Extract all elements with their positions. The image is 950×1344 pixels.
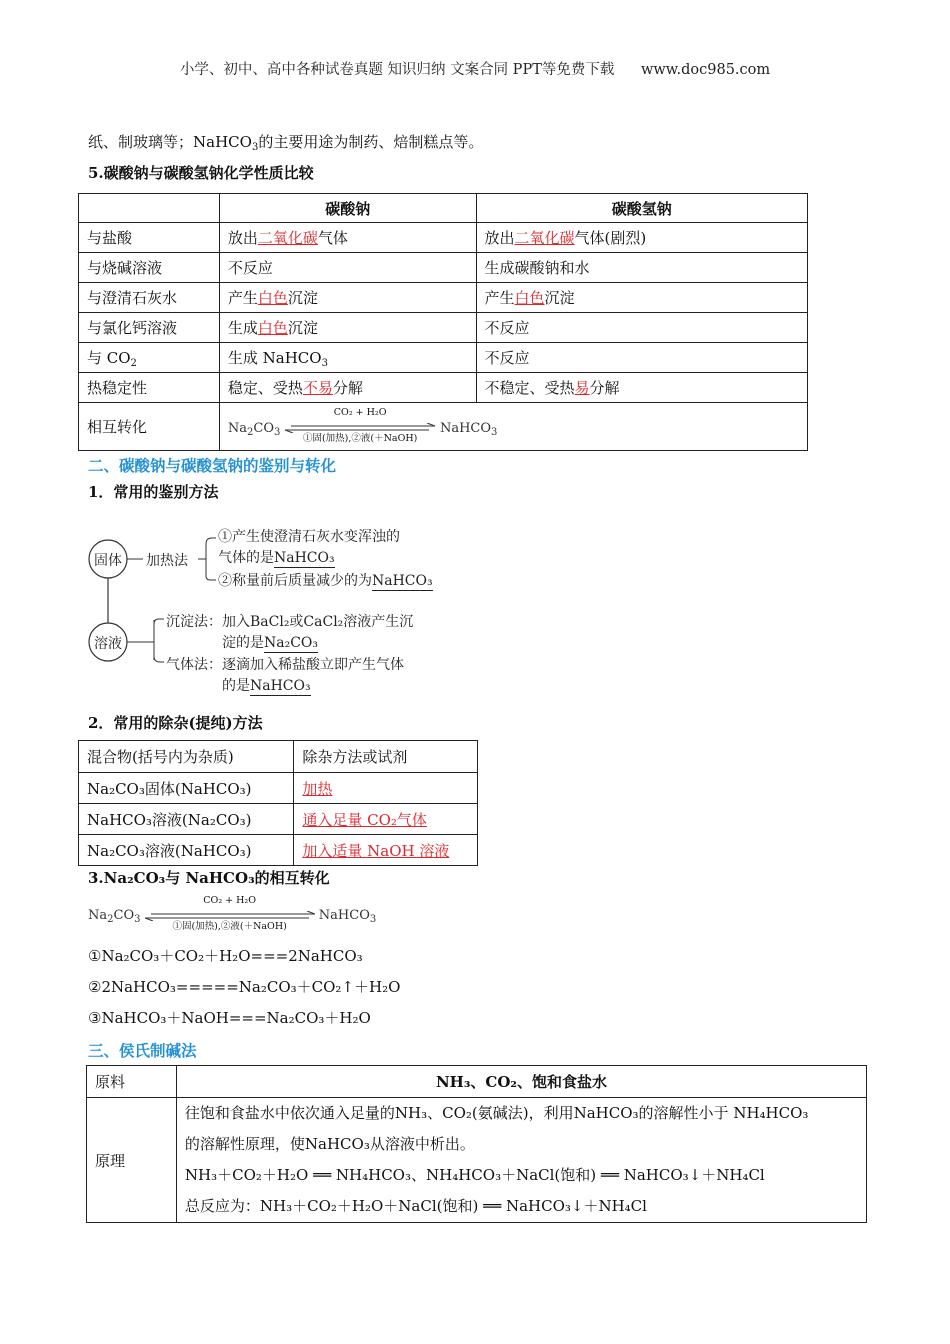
- conv-right: NaHCO$_3$: [439, 420, 498, 438]
- principle-line-1: 往饱和食盐水中依次通入足量的NH₃、CO₂(氨碱法)，利用NaHCO₃的溶解性小于 NH₄HCO₃: [184, 1104, 809, 1122]
- gas-rule-2: 的是NaHCO₃: [222, 678, 311, 694]
- table-row: [79, 403, 808, 451]
- cell: 生成白色沉淀: [219, 313, 476, 343]
- precipitation-rule-2: 淀的是Na₂CO₃: [222, 635, 319, 651]
- table-row: [79, 253, 808, 283]
- conv-bottom: ①固(加热),②液(＋NaOH): [302, 432, 418, 444]
- principle-label: 原理: [87, 1098, 177, 1223]
- row-label: 与盐酸: [79, 223, 220, 253]
- sub1-title: 1．常用的鉴别方法: [88, 483, 219, 501]
- heat-rule-1a: ①产生使澄清石灰水变浑浊的: [218, 529, 400, 545]
- cell: 放出二氧化碳气体(剧烈): [476, 223, 807, 253]
- cell: 稳定、受热不易分解: [219, 373, 476, 403]
- intro-a: 纸、制玻璃等；NaHCO: [88, 133, 252, 151]
- section5-title: 5.碳酸钠与碳酸氢钠化学性质比较: [88, 164, 314, 182]
- row-label: 与氯化钙溶液: [79, 313, 220, 343]
- heat-rule-2: ②称量前后质量减少的为NaHCO₃: [218, 573, 433, 589]
- t1-header-nahco3: 碳酸氢钠: [476, 194, 807, 223]
- cell: 通入足量 CO₂气体: [294, 804, 478, 835]
- table-row: [79, 283, 808, 313]
- row-label: 相互转化: [79, 403, 220, 451]
- raw-material-value: NH₃、CO₂、饱和食盐水: [176, 1066, 866, 1098]
- principle-line-2: 的溶解性原理，使NaHCO₃从溶液中析出。: [184, 1135, 475, 1153]
- heat-rule-1b: 气体的是NaHCO₃: [218, 550, 335, 566]
- cell: Na₂CO₃固体(NaHCO₃): [79, 773, 294, 804]
- solid-label: 固体: [94, 553, 122, 569]
- sub3-title: 3.Na₂CO₃与 NaHCO₃的相互转化: [88, 869, 330, 887]
- cell: 产生白色沉淀: [219, 283, 476, 313]
- conversion-cell: [219, 403, 807, 451]
- heating-method-label: 加热法: [146, 553, 188, 569]
- equation-3: ③NaHCO₃＋NaOH===Na₂CO₃＋H₂O: [88, 1009, 371, 1027]
- table-row: [79, 804, 478, 835]
- cell: NaHCO₃溶液(Na₂CO₃): [79, 804, 294, 835]
- comparison-table: [78, 193, 808, 451]
- table-row: [79, 223, 808, 253]
- gas-rule: 气体法：逐滴加入稀盐酸立即产生气体: [166, 657, 404, 673]
- conv-left: $Na_2CO_3$: [227, 420, 281, 438]
- cell: 不反应: [219, 253, 476, 283]
- table-row: [79, 343, 808, 373]
- sub2-title: 2．常用的除杂(提纯)方法: [88, 714, 263, 732]
- table-row: [79, 313, 808, 343]
- conversion-2: $Na_2CO_3$ CO₂ + H₂O ①固(加热),②液(＋NaOH) NaHCO$_3$: [88, 894, 377, 932]
- table-row: [79, 773, 478, 804]
- cell: 放出二氧化碳气体: [219, 223, 476, 253]
- row-label: 与烧碱溶液: [79, 253, 220, 283]
- cell: 生成碳酸钠和水: [476, 253, 807, 283]
- cell: 加热: [294, 773, 478, 804]
- row-label: 与澄清石灰水: [79, 283, 220, 313]
- equation-2: ②2NaHCO₃=====Na₂CO₃＋CO₂↑＋H₂O: [88, 978, 401, 996]
- t1-header-na2co3: 碳酸钠: [219, 194, 476, 223]
- t1-corner: [79, 194, 220, 223]
- intro-c: 的主要用途为制药、焙制糕点等。: [258, 133, 484, 151]
- page-header: [0, 58, 950, 79]
- cell: 不反应: [476, 343, 807, 373]
- conversion-arrow: [285, 406, 435, 444]
- solution-label: 溶液: [94, 636, 122, 652]
- conversion-arrow-2: CO₂ + H₂O ①固(加热),②液(＋NaOH): [145, 911, 315, 921]
- header-url[interactable]: www.doc985.com: [640, 62, 771, 78]
- equation-1: ①Na₂CO₃＋CO₂＋H₂O===2NaHCO₃: [88, 947, 363, 965]
- cell: 不反应: [476, 313, 807, 343]
- t2-header-mixture: 混合物(括号内为杂质): [79, 741, 294, 773]
- raw-material-label: 原料: [87, 1066, 177, 1098]
- identification-diagram: [88, 520, 448, 700]
- cell: 生成 NaHCO$_3$: [219, 343, 476, 373]
- intro-sub: 3: [251, 142, 259, 153]
- row-label: 与 $CO_2$: [79, 343, 220, 373]
- section3-title: 三、侯氏制碱法: [88, 1042, 197, 1060]
- row-label: 热稳定性: [79, 373, 220, 403]
- table-row: [79, 373, 808, 403]
- cell: 加入适量 NaOH 溶液: [294, 835, 478, 866]
- intro-line: [88, 132, 483, 152]
- principle-line-3: NH₃＋CO₂＋H₂O ══ NH₄HCO₃、NH₄HCO₃＋NaCl(饱和) ══ NaHCO₃↓＋NH₄Cl: [184, 1166, 765, 1184]
- table-row: [79, 835, 478, 866]
- hou-process-table: [86, 1065, 867, 1223]
- section2-title: 二、碳酸钠与碳酸氢钠的鉴别与转化: [88, 457, 337, 475]
- conv-top: CO₂ + H₂O: [333, 406, 387, 418]
- t2-header-method: 除杂方法或试剂: [294, 741, 478, 773]
- cell: Na₂CO₃溶液(NaHCO₃): [79, 835, 294, 866]
- cell: 产生白色沉淀: [476, 283, 807, 313]
- cell: 不稳定、受热易分解: [476, 373, 807, 403]
- header-text: 小学、初中、高中各种试卷真题 知识归纳 文案合同 PPT等免费下载: [179, 62, 615, 78]
- principle-cell: [176, 1098, 866, 1223]
- purification-table: [78, 740, 478, 866]
- precipitation-rule: 沉淀法：加入BaCl₂或CaCl₂溶液产生沉: [166, 614, 414, 630]
- principle-line-4: 总反应为：NH₃＋CO₂＋H₂O＋NaCl(饱和) ══ NaHCO₃↓＋NH₄Cl: [184, 1197, 647, 1215]
